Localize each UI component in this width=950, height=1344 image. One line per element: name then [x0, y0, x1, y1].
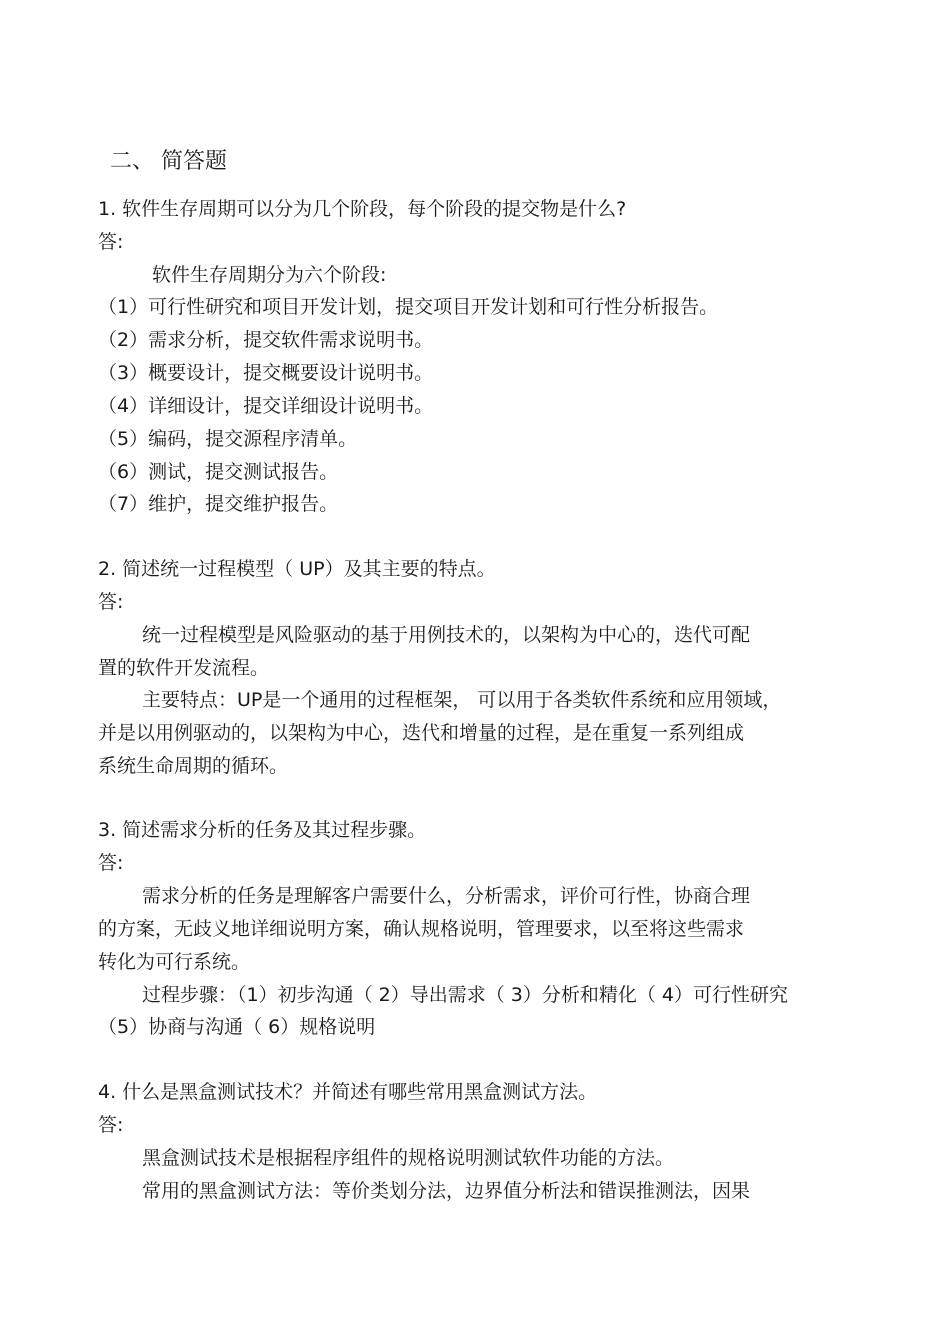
- answer-1-item: （6）测试，提交测试报告。: [98, 461, 339, 483]
- answer-2-line: 统一过程模型是风险驱动的基于用例技术的，以架构为中心的，迭代可配: [142, 624, 751, 646]
- answer-1-item: （2）需求分析，提交软件需求说明书。: [98, 329, 434, 351]
- answer-1-item: （1）可行性研究和项目开发计划，提交项目开发计划和可行性分析报告。: [98, 296, 719, 318]
- answer-4-line: 黑盒测试技术是根据程序组件的规格说明测试软件功能的方法。: [142, 1147, 675, 1169]
- question-4: 4. 什么是黑盒测试技术？并简述有哪些常用黑盒测试方法。: [98, 1081, 598, 1103]
- answer-3-line: （5）协商与沟通（ 6）规格说明: [98, 1016, 376, 1038]
- question-1: 1. 软件生存周期可以分为几个阶段，每个阶段的提交物是什么?: [98, 198, 627, 220]
- answer-2-line: 系统生命周期的循环。: [98, 755, 289, 777]
- answer-3-line: 需求分析的任务是理解客户需要什么，分析需求，评价可行性，协商合理: [142, 885, 751, 907]
- answer-3-line: 的方案，无歧义地详细说明方案，确认规格说明，管理要求，以至将这些需求: [98, 918, 745, 940]
- answer-1-item: （3）概要设计，提交概要设计说明书。: [98, 362, 434, 384]
- answer-2-line: 主要特点：UP是一个通用的过程框架， 可以用于各类软件系统和应用领域，: [142, 689, 782, 711]
- answer-2-line: 并是以用例驱动的，以架构为中心，迭代和增量的过程，是在重复一系列组成: [98, 722, 745, 744]
- answer-label: 答:: [98, 591, 124, 613]
- answer-label: 答:: [98, 1114, 124, 1136]
- answer-1-item: （4）详细设计，提交详细设计说明书。: [98, 395, 434, 417]
- question-2: 2. 简述统一过程模型（ UP）及其主要的特点。: [98, 558, 496, 580]
- answer-2-line: 置的软件开发流程。: [98, 657, 270, 679]
- answer-3-line: 转化为可行系统。: [98, 951, 251, 973]
- answer-label: 答:: [98, 852, 124, 874]
- question-3: 3. 简述需求分析的任务及其过程步骤。: [98, 819, 427, 841]
- answer-1-item: （7）维护，提交维护报告。: [98, 493, 339, 515]
- answer-4-line: 常用的黑盒测试方法：等价类划分法，边界值分析法和错误推测法，因果: [142, 1180, 751, 1202]
- answer-label: 答:: [98, 231, 124, 253]
- answer-3-line: 过程步骤：（1）初步沟通（ 2）导出需求（ 3）分析和精化（ 4）可行性研究: [142, 984, 788, 1006]
- section-title: 二、 简答题: [110, 149, 227, 174]
- answer-1-intro: 软件生存周期分为六个阶段:: [152, 264, 387, 286]
- answer-1-item: （5）编码，提交源程序清单。: [98, 428, 358, 450]
